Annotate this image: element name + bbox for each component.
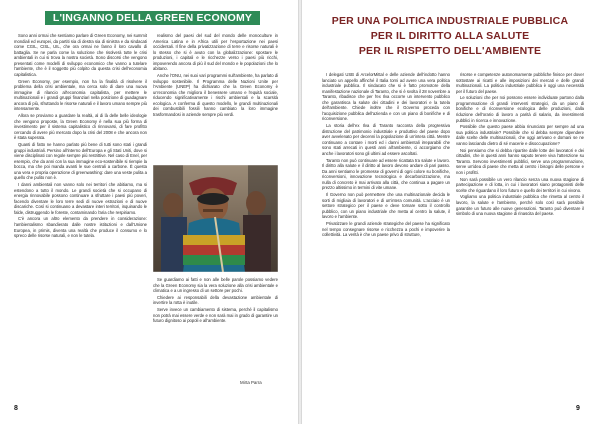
- right-page: [300, 0, 600, 424]
- left-column-2-top: [153, 33, 278, 161]
- paragraph: Serve invece un cambiamento di sistema, perché il capitalismo non potrà mai essere verde e non sarà mai in grado di garantire un futuro dignitoso ai popoli e all'ambiente.: [153, 307, 278, 324]
- spine-gutter: [298, 0, 302, 424]
- paragraph: Vogliamo una politica industriale pubblica che rimetta al centro il lavoro, la salute e l'ambiente, perché solo così sarà possibile garantire un futuro alle nuove generazioni. Taranto può diventare il simbolo di una nuova stagione di rinascita del paese.: [456, 194, 584, 217]
- right-column-2: [456, 72, 584, 402]
- author-credit: Mirta Parra: [240, 380, 262, 385]
- paragraph: Il Governo non può permettere che una multinazionale decida le sorti di migliaia di lavoratori e di un'intera comunità. L'acciaio è un settore strategico per il paese e deve tornare sotto il controllo pubblico, con un piano industriale che metta al centro la salute, il lavoro e l'ambiente.: [322, 192, 450, 220]
- paragraph: La storia dell'ex Ilva di Taranto racconta della progressiva distruzione del patrimonio industriale e produttivo del paese dopo aver avvelenato per decenni la popolazione di un'intera città. Mentre continuano a contare i morti ed i danni ambientali irreparabili che sono stati arrecati in questi anni all'ambiente, ci accorgiamo che anche i lavoratori sono gli ultimi ad essere ascoltati.: [322, 123, 450, 156]
- paragraph: Anche l'ONU, nei suoi vari programmi sull'ambiente, ha parlato di sviluppo sostenibile. Il Programma delle Nazioni Unite per l'Ambiente (UNEP) ha dichiarato che la Green Economy è un'economia che migliora il benessere umano e l'equità sociale, riducendo significativamente i rischi ambientali e la scarsità ecologica. A conferma di questo modello, le grandi multinazionali dei combustibili fossili hanno cambiato la loro immagine trasformandosi in aziende sempre più verdi.: [153, 73, 278, 117]
- paragraph: Non sarà possibile un vero rilancio senza una nuova stagione di partecipazione e di lotta, in cui i lavoratori siano protagonisti delle scelte che riguardano il loro futuro e quello dei territori in cui vivono.: [456, 176, 584, 193]
- paragraph: Se guardiamo ai fatti e non alle belle parole possiamo vedere che la Green Economy sia la vera soluzione alla crisi ambientale e climatica e a un ingresso di un settore per pochi.: [153, 277, 278, 294]
- paragraph: I delegati USB di ArcelorMittal e delle aziende dell'indotto hanno lanciato un appello affinché il Italia torni ad avere una vera politica industriale pubblica. Il sindacato che si è fatto promotore della manifestazione nazionale di Taranto, che si è svolta il 28 novembre a Taranto, ribadisce che per l'ex Ilva occorre un intervento pubblico che garantisca la salute dei cittadini e dei lavoratori e la tutela dell'ambiente. Chiede inoltre che il Governo proceda con l'acquisizione pubblica dell'azienda e con un piano di bonifiche e di riconversione.: [322, 72, 450, 122]
- paragraph: Taranto non può continuare ad essere ricattata tra salute e lavoro. Il diritto alla salute e il diritto al lavoro devono andare di pari passo. Da anni sentiamo le promesse di governi di ogni colore su bonifiche, riconversioni, innovazione tecnologica e decarbonizzazione, ma nulla di concreto è mai arrivato alla città, che continua a pagare un prezzo altissimo in termini di vite umane.: [322, 157, 450, 191]
- protest-photo: [153, 165, 278, 272]
- page-number-left: 8: [14, 405, 18, 412]
- paragraph: I danni ambientali non vanno solo nei territori che abitiamo, ma si estendono a tutto il mondo. Le grandi società che si occupano di energia rinnovabile possono continuare a sfruttare i paesi più poveri, facendo diventare le loro terre sedi di nuove estrazioni e di nuove discariche. Così si continuano a devastare interi territori, inquinando le falde, distruggendo le foreste, contaminando l'aria che respiriamo.: [14, 181, 147, 215]
- paragraph: C'è ancora un altro elemento da prendere in considerazione: l'ambientalismo sbandierato dalle nostre istituzioni e dall'Unione Europea, in primis, diventa una realtà che produce il consumo e lo spreco delle risorse naturali, e non le tutela.: [14, 216, 147, 239]
- title-line-3: PER IL RISPETTO DELL'AMBIENTE: [358, 45, 542, 57]
- left-page-title: L'INGANNO DELLA GREEN ECONOMY: [45, 11, 260, 25]
- paragraph: Noi pensiamo che si debba ripartire dalle lotte dei lavoratori e dei cittadini, che in questi anni hanno saputo tenere viva l'attenzione su Taranto. Servono investimenti pubblici, serve una programmazione, serve un'idea di paese che metta al centro i bisogni delle persone e non i profitti.: [456, 147, 584, 175]
- left-column-2-bottom: [153, 277, 278, 377]
- right-page-title: [314, 14, 586, 59]
- paragraph: Green Economy, per esempio, non ha la finalità di risolvere il problema della crisi ambientale, ma cerca solo di dare una nuova immagine di rilancio all'economia capitalista, per mettere le multinazionali e i grandi gruppi finanziari nella posizione di guadagnare ancora di più, sfruttando le risorse naturali e il lavoro umano sempre più intensamente.: [14, 78, 147, 112]
- paragraph: Le soluzioni che per noi possono essere individuate partono dalla programmazione di grandi interventi strategici, da un piano di bonifiche e di riconversione ecologica delle produzioni, dalla riduzione dell'orario di lavoro a parità di salario, da investimenti pubblici in ricerca e innovazione.: [456, 95, 584, 123]
- paragraph: Chiedere ai responsabili della devastazione ambientale di invertire la rotta è inutile.: [153, 294, 278, 306]
- paragraph: Quanti di fatto ne hanno parlato più bene di tutti sono stati i grandi gruppi industriali. Persino all'interno dell'Europa e gli Stati Uniti, dove si viene disciplinati con regole sempre più restrittive. Nel caso di Enel, per esempio, che da anni con la sua immagine eco-sostenibile si riempie la bocca, ma che poi manda avanti le sue centrali a carbone. È questa una vera e propria operazione di greenwashing: dare una veste pulita a quello che pulito non è.: [14, 141, 147, 181]
- paragraph: Allora se proviamo a guardare la realtà, al di là delle belle ideologie che vengono proposte, la Green Economy è nella sua più forma di investimento per il sistema capitalistico di rinnovarsi, di fare profitto cercando di avere più mercato dopo la crisi del 2008 e che ancora non è stata superata.: [14, 113, 147, 141]
- title-line-2: PER IL DIRITTO ALLA SALUTE: [370, 30, 530, 42]
- paragraph: realismo del paesi del sud del mondo delle monoculture in America Latina e in Africa utili per l'esportazione nei paesi occidentali. Il fine della privatizzazione di terre e risorse naturali è lo stesso che si è avuto con la globalizzazione: spostare le produzioni, i capitali e le ricchezze verso i paesi più ricchi, impoverendo ancora di più il sud del mondo e le popolazioni che lo abitano.: [153, 33, 278, 72]
- page-number-right: 9: [576, 405, 580, 412]
- paragraph: Privatizzare le grandi aziende strategiche del paese ha significato nel tempo consegnare risorse e ricchezza a pochi e impoverire la collettività. La verità è che un paese privo di strutture,: [322, 220, 450, 238]
- right-column-1: [322, 72, 450, 402]
- left-column-1: [14, 33, 147, 401]
- title-line-1: PER UNA POLITICA INDUSTRIALE PUBBLICA: [331, 15, 569, 27]
- paragraph: Possibile che questo paese abbia rinunciato per sempre ad una sua politica industriale? Possibile che si debba sempre dipendere dalle scelte delle multinazionali, che oggi arrivano e domani se ne vanno lasciando dietro di sé macerie e disoccupazione?: [456, 124, 584, 146]
- paragraph: risorse e competenze autonomamente pubbliche finisce per dover sottostare ai ricatti e alle imposizioni dei mercati e delle grandi multinazionali. La politica industriale pubblica è oggi una necessità per il futuro del paese.: [456, 72, 584, 94]
- paragraph: Sono anni ormai che sentiamo parlare di Green Economy, nei summit mondiali ed europei, da partiti sia di destra sia di sinistra e da sindacati come CGIL, CISL, UIL, che ora ormai ne fanno il loro cavallo di battaglia. Se ne parla come la soluzione che risolverà tutte le crisi ambientali in cui si trova la nostra società. Sono discorsi che vengono presentati come modelli di sviluppo economico che vanno a tutelare l'ambiente, che è il soggetto più colpito da questa crisi dell'economia capitalistica.: [14, 33, 147, 77]
